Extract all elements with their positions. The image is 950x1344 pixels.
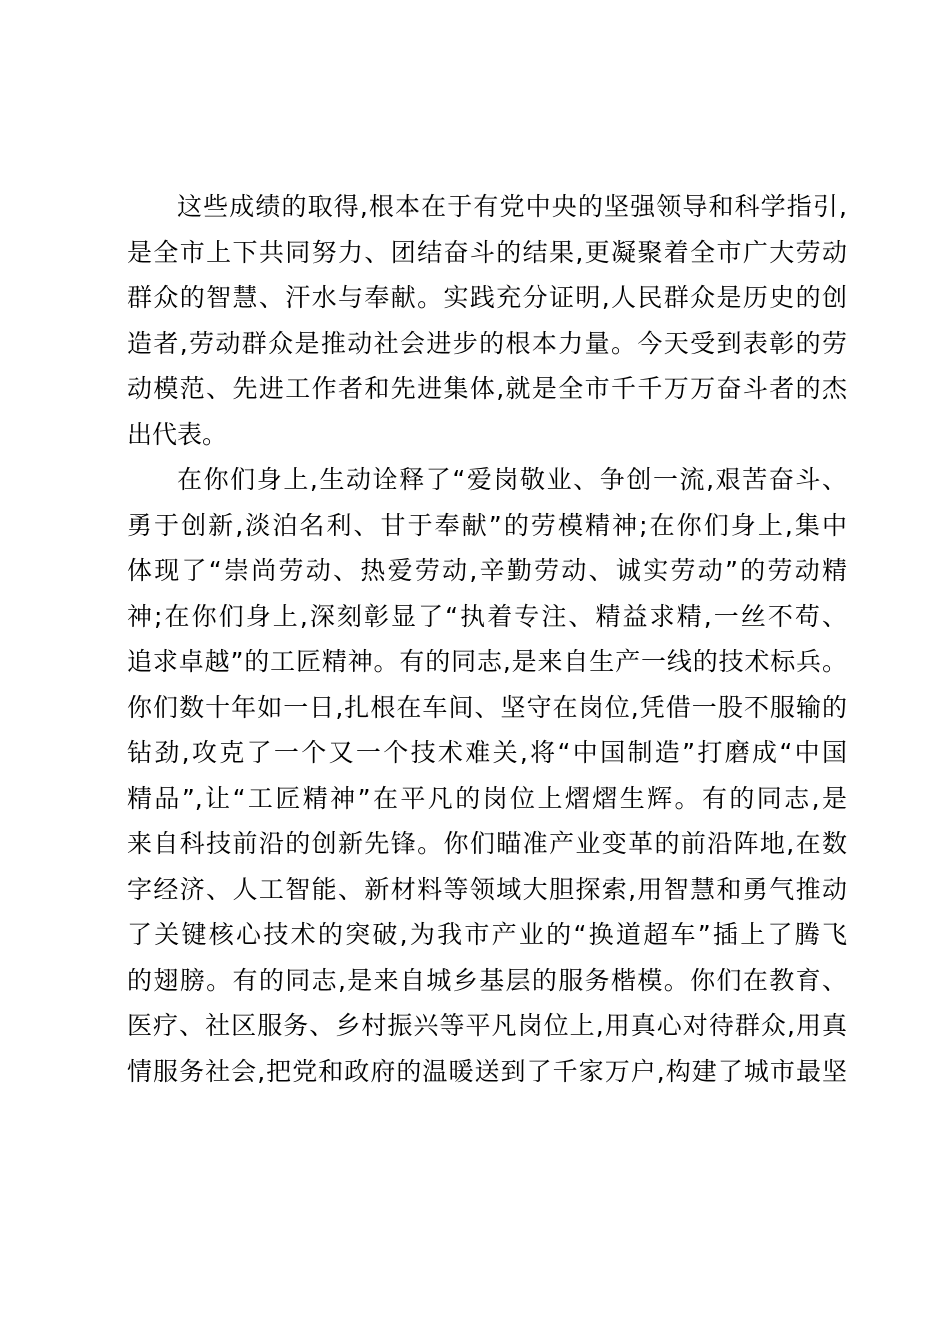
paragraph-1 bbox=[127, 184, 847, 457]
text-line: 你们数十年如一日,扎根在车间、坚守在岗位,凭借一股不服输的 bbox=[127, 692, 847, 722]
text-line: 出代表。 bbox=[127, 419, 228, 449]
text-line: 这些成绩的取得,根本在于有党中央的坚强领导和科学指引, bbox=[177, 192, 847, 221]
text-line: 钻劲,攻克了一个又一个技术难关,将“中国制造”打磨成“中国 bbox=[127, 738, 847, 767]
document-body bbox=[127, 184, 847, 1094]
text-line: 动模范、先进工作者和先进集体,就是全市千千万万奋斗者的杰 bbox=[127, 374, 847, 403]
text-line: 在你们身上,生动诠释了“爱岗敬业、争创一流,艰苦奋斗、 bbox=[177, 465, 847, 494]
text-line: 体现了“崇尚劳动、热爱劳动,辛勤劳动、诚实劳动”的劳动精 bbox=[127, 556, 847, 585]
text-line: 了关键核心技术的突破,为我市产业的“换道超车”插上了腾飞 bbox=[127, 920, 847, 949]
text-line: 群众的智慧、汗水与奉献。实践充分证明,人民群众是历史的创 bbox=[127, 283, 847, 312]
text-line: 字经济、人工智能、新材料等领域大胆探索,用智慧和勇气推动 bbox=[127, 874, 847, 904]
text-line: 勇于创新,淡泊名利、甘于奉献”的劳模精神;在你们身上,集中 bbox=[127, 510, 847, 540]
text-line: 精品”,让“工匠精神”在平凡的岗位上熠熠生辉。有的同志,是 bbox=[127, 783, 847, 813]
text-line: 造者,劳动群众是推动社会进步的根本力量。今天受到表彰的劳 bbox=[127, 328, 847, 358]
text-line: 医疗、社区服务、乡村振兴等平凡岗位上,用真心对待群众,用真 bbox=[127, 1011, 847, 1040]
text-line: 的翅膀。有的同志,是来自城乡基层的服务楷模。你们在教育、 bbox=[127, 965, 847, 995]
text-line: 追求卓越”的工匠精神。有的同志,是来自生产一线的技术标兵。 bbox=[127, 647, 847, 676]
text-line: 来自科技前沿的创新先锋。你们瞄准产业变革的前沿阵地,在数 bbox=[127, 829, 847, 858]
text-line: 神;在你们身上,深刻彰显了“执着专注、精益求精,一丝不苟、 bbox=[127, 601, 847, 631]
paragraph-2 bbox=[127, 457, 847, 1094]
text-line: 是全市上下共同努力、团结奋斗的结果,更凝聚着全市广大劳动 bbox=[127, 237, 847, 267]
text-line: 情服务社会,把党和政府的温暖送到了千家万户,构建了城市最坚 bbox=[127, 1056, 847, 1086]
